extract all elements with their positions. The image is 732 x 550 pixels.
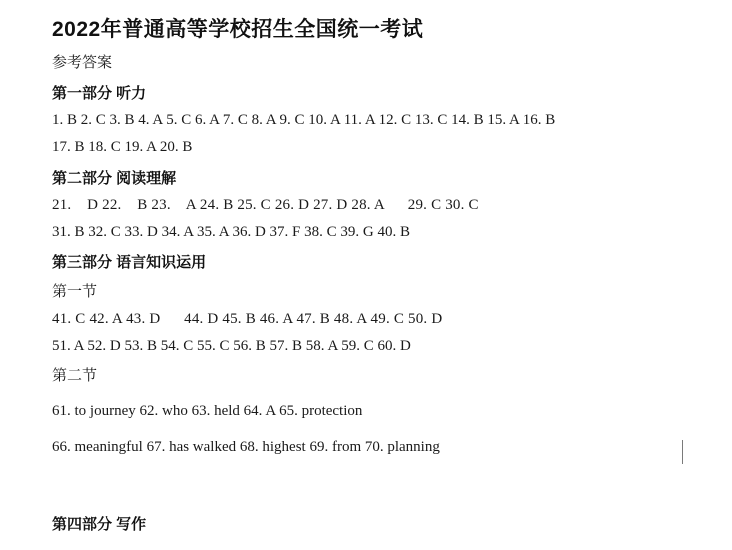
answer-key-label: 参考答案 (52, 54, 113, 71)
answer-line: 21. D 22. B 23. A 24. B 25. C 26. D 27. D 28. A 29. C 30. C (52, 196, 479, 213)
answer-line: 66. meaningful 67. has walked 68. highest 69. from 70. planning (52, 439, 440, 456)
answer-line: 17. B 18. C 19. A 20. B (52, 139, 193, 156)
answer-line: 41. C 42. A 43. D 44. D 45. B 46. A 47. B 48. A 49. C 50. D (52, 310, 443, 327)
section-heading-part-two: 第二部分 阅读理解 (52, 169, 177, 187)
spacer (52, 496, 692, 506)
answer-line: 61. to journey 62. who 63. held 64. A 65. protection (52, 402, 363, 419)
section-heading-part-three: 第三部分 语言知识运用 (52, 254, 207, 272)
section-heading-part-four: 第四部分 写作 (52, 516, 147, 534)
spacer (52, 390, 692, 396)
answer-line: 31. B 32. C 33. D 34. A 35. A 36. D 37. F 38. C 39. G 40. B (52, 224, 410, 241)
answer-line: 51. A 52. D 53. B 54. C 55. C 56. B 57. B 58. A 59. C 60. D (52, 338, 411, 355)
page-title: 2022年普通高等学校招生全国统一考试 (52, 18, 424, 41)
answer-line: 1. B 2. C 3. B 4. A 5. C 6. A 7. C 8. A 9. C 10. A 11. A 12. C 13. C 14. B 15. A 16. B (52, 112, 556, 128)
spacer (52, 462, 692, 496)
text-cursor (682, 440, 683, 464)
section-heading-part-one: 第一部分 听力 (52, 84, 147, 102)
spacer (52, 426, 692, 432)
subsection-label-two: 第二节 (52, 367, 98, 384)
subsection-label-one: 第一节 (52, 283, 98, 300)
